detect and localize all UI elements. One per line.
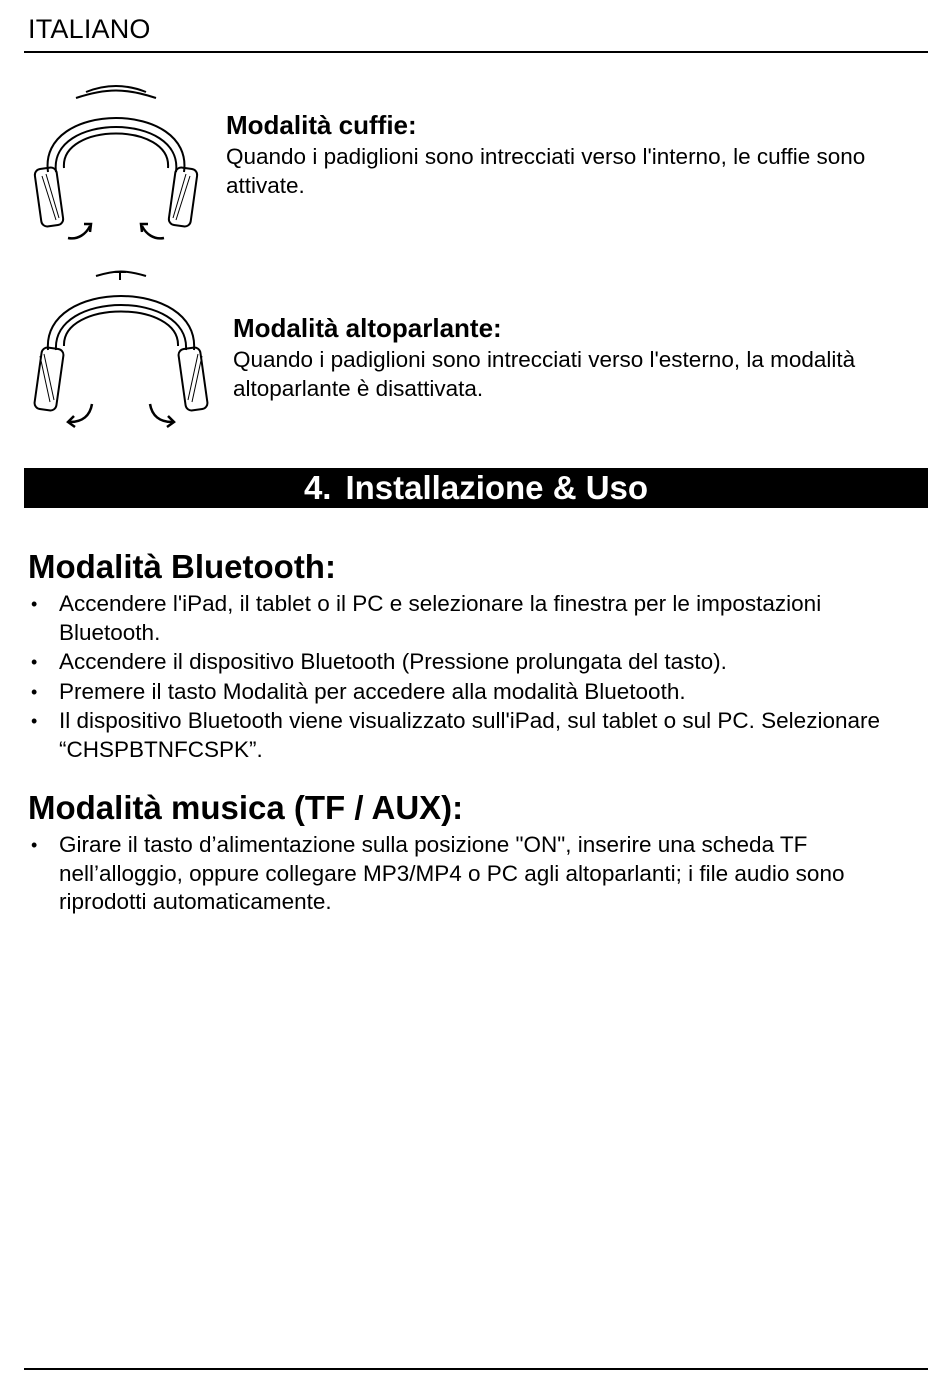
header-language: ITALIANO	[28, 14, 151, 44]
bullet-icon: •	[31, 835, 38, 855]
mode-title-headphones: Modalità cuffie:	[226, 110, 417, 140]
bluetooth-steps-list	[28, 590, 918, 765]
mode-description-speaker: Quando i padiglioni sono intrecciati verso l'esterno, la modalità altoparlante è disattivata.	[233, 347, 856, 401]
headphones-outward-icon	[26, 270, 216, 435]
list-item: • Premere il tasto Modalità per accedere alla modalità Bluetooth.	[28, 678, 918, 707]
bullet-icon: •	[31, 594, 38, 614]
list-item: • Accendere il dispositivo Bluetooth (Pressione prolungata del tasto).	[28, 648, 918, 677]
bullet-icon: •	[31, 652, 38, 672]
list-item: • Girare il tasto d’alimentazione sulla posizione "ON", inserire una scheda TF nell’alloggio, oppure collegare MP3/MP4 o PC agli altoparlanti; i file audio sono riprodotti automaticamente.	[31, 832, 845, 914]
section-title: Installazione & Uso	[345, 469, 649, 506]
header-divider	[24, 51, 928, 53]
headphones-inward-icon	[26, 80, 206, 248]
section-number: 4.	[303, 469, 332, 506]
mode-title-speaker: Modalità altoparlante:	[233, 313, 502, 343]
bullet-icon: •	[31, 681, 38, 702]
section-header-bar	[24, 468, 928, 508]
list-item: • Il dispositivo Bluetooth viene visualizzato sull'iPad, sul tablet o sul PC. Selezionare “CHSPBTNFCSPK”.	[31, 708, 880, 762]
list-item: • Accendere l'iPad, il tablet o il PC e selezionare la finestra per le impostazioni Bluetooth.	[31, 591, 822, 645]
footer-divider	[24, 1368, 928, 1370]
mode-description-headphones: Quando i padiglioni sono intrecciati verso l'interno, le cuffie sono attivate.	[226, 144, 866, 198]
bullet-icon: •	[31, 711, 38, 731]
bluetooth-heading: Modalità Bluetooth:	[28, 548, 336, 585]
music-heading: Modalità musica (TF / AUX):	[28, 789, 464, 826]
music-steps-list	[28, 831, 918, 918]
